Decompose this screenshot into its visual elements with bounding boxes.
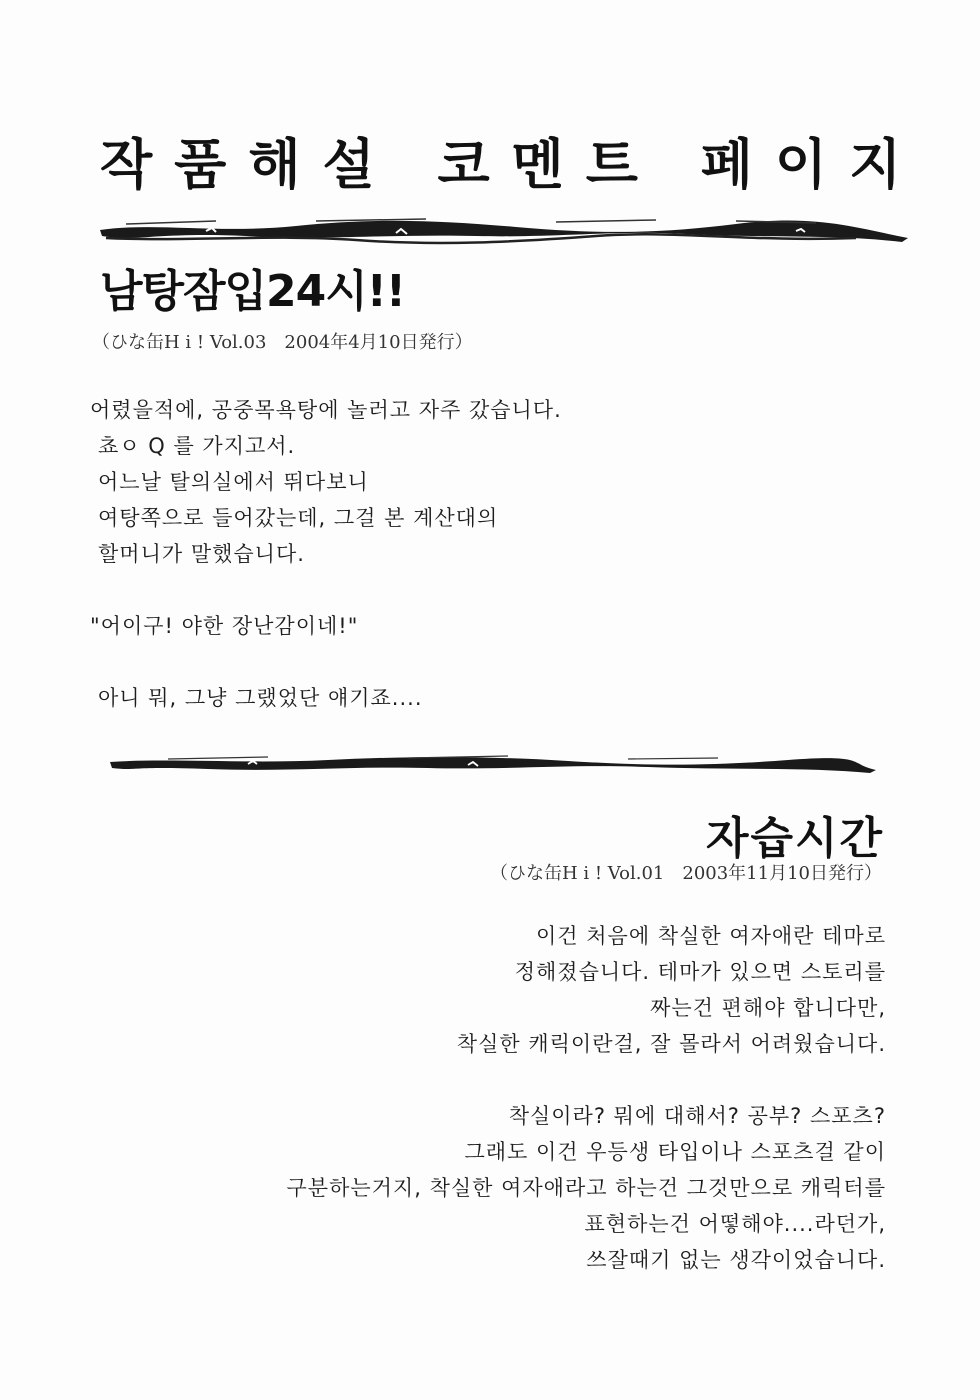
blank-line bbox=[90, 644, 562, 680]
page-title: 작품해설 코멘트 페이지 bbox=[100, 133, 924, 196]
text-line: 이건 처음에 착실한 여자애란 테마로 bbox=[536, 924, 886, 948]
blank-line bbox=[90, 572, 562, 608]
text-line: 짜는건 편해야 합니다만, bbox=[650, 996, 886, 1020]
text-line: 착실한 캐릭이란걸, 잘 몰라서 어려웠습니다. bbox=[456, 1032, 886, 1056]
text-line: 어렸을적에, 공중목욕탕에 놀러고 자주 갔습니다. bbox=[90, 398, 562, 422]
publication-info: （ひな缶H i ! Vol.01 2003年11月10日発行） bbox=[489, 863, 882, 884]
text-line: 쵸ㅇ Q 를 가지고서. bbox=[98, 434, 296, 458]
text-line: 정해졌습니다. 테마가 있으면 스토리를 bbox=[514, 960, 886, 984]
brush-stroke-divider-top bbox=[96, 212, 912, 248]
section-body bbox=[287, 918, 887, 1278]
section-title: 남탕잠입24시!! bbox=[100, 266, 405, 317]
text-line: 착실이라? 뭐에 대해서? 공부? 스포츠? bbox=[508, 1104, 886, 1128]
publication-info: （ひな缶H i ! Vol.03 2004年4月10日発行） bbox=[92, 332, 473, 353]
blank-line bbox=[287, 1062, 887, 1098]
text-line: 어느날 탈의실에서 뛰다보니 bbox=[98, 470, 369, 494]
text-line: 표현하는건 어떻해야....라던가, bbox=[584, 1212, 886, 1236]
section-title: 자습시간 bbox=[705, 813, 884, 864]
text-line: 쓰잘때기 없는 생각이었습니다. bbox=[586, 1248, 886, 1272]
text-line: 구분하는거지, 착실한 여자애라고 하는건 그것만으로 캐릭터를 bbox=[286, 1176, 886, 1200]
text-line: 아니 뭐, 그냥 그랬었단 얘기죠.... bbox=[98, 686, 423, 710]
text-line: 그래도 이건 우등생 타입이나 스포츠걸 같이 bbox=[464, 1140, 886, 1164]
section-body bbox=[90, 392, 562, 716]
text-line: 여탕쪽으로 들어갔는데, 그걸 본 계산대의 bbox=[98, 506, 499, 530]
text-line: "어이구! 야한 장난감이네!" bbox=[90, 614, 359, 638]
brush-stroke-divider-middle bbox=[108, 750, 878, 776]
text-line: 할머니가 말했습니다. bbox=[98, 542, 305, 566]
